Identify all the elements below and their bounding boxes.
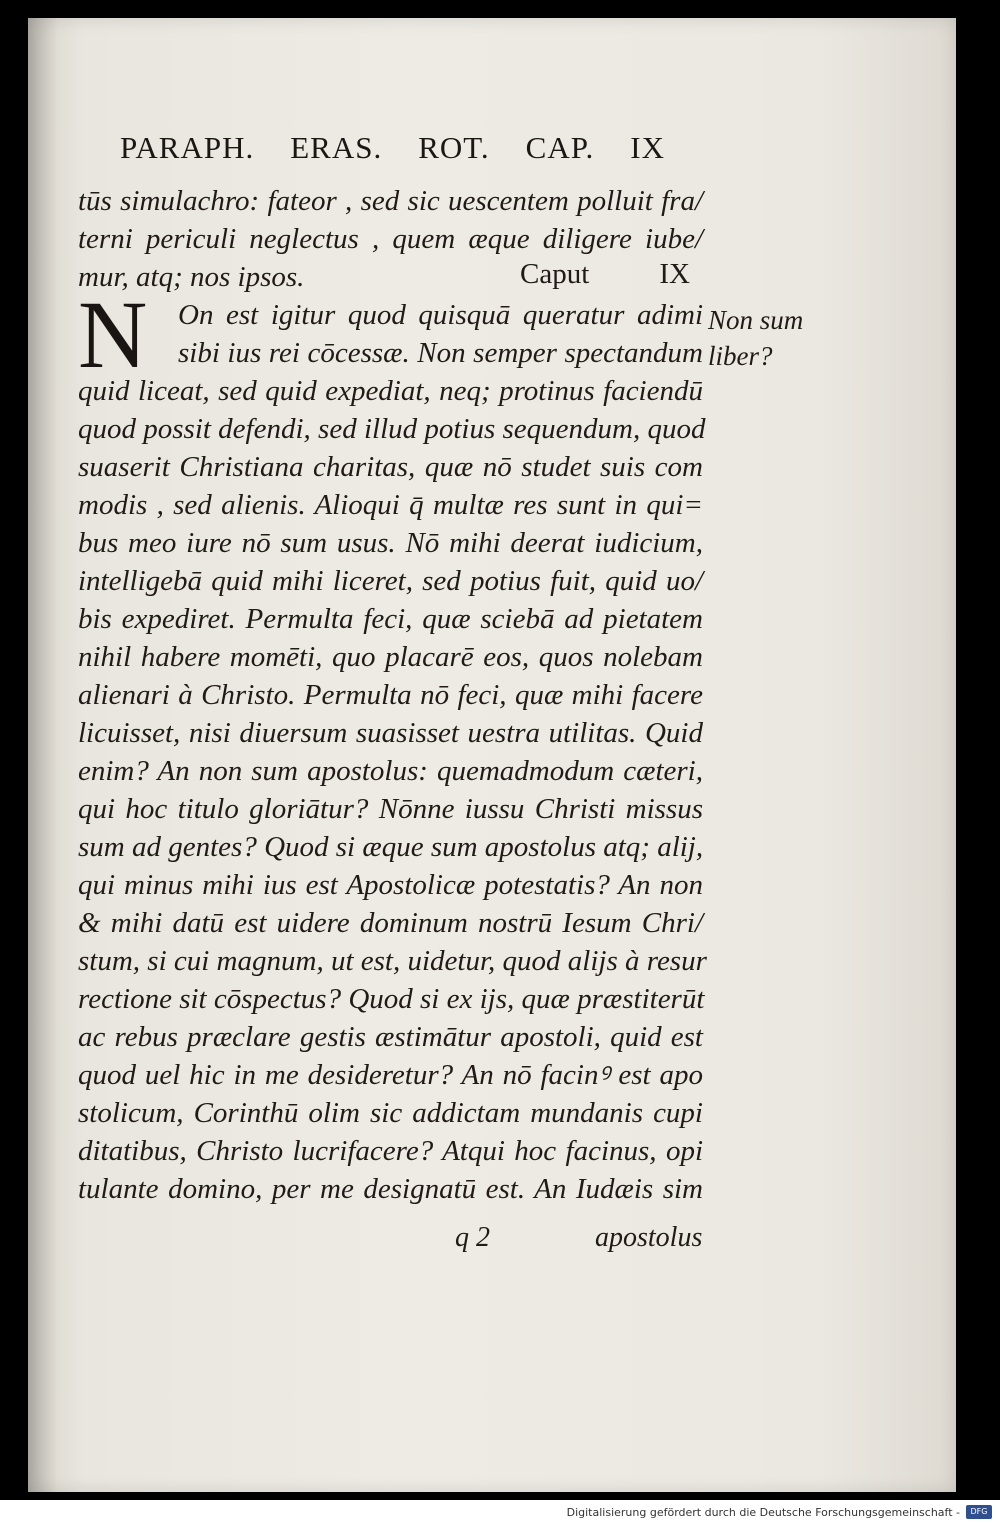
text-line: stolicum, Corinthū olim sic addictam mundanis cupi — [78, 1097, 703, 1129]
page-spine-shadow — [28, 18, 58, 1492]
funding-credit: Digitalisierung gefördert durch die Deutsche Forschungsgemeinschaft - — [566, 1506, 960, 1519]
catchword: apostolus — [595, 1222, 703, 1253]
text-line: bis expediret. Permulta feci, quæ sciebā ad pietatem — [78, 603, 703, 635]
text-line: ac rebus præclare gestis æstimātur apostoli, quid est — [78, 1021, 703, 1053]
text-line: rectione sit cōspectus? Quod si ex ijs, quæ præstiterūt — [78, 983, 705, 1015]
text-line: alienari à Christo. Permulta nō feci, quæ mihi facere — [78, 679, 703, 711]
chapter-heading — [520, 258, 690, 291]
text-line: tulante domino, per me designatū est. An Iudæis sim — [78, 1173, 703, 1205]
running-head-word: ROT. — [418, 130, 490, 165]
text-line: sum ad gentes? Quod si æque sum apostolus atq; alij, — [78, 831, 704, 863]
text-line: tūs simulachro: fateor , sed sic uescentem polluit fra/ — [78, 185, 703, 217]
footer-bar — [0, 1500, 1000, 1524]
text-line: & mihi datū est uidere dominum nostrū Iesum Chri/ — [78, 907, 703, 939]
marginal-note-line: Non sum — [708, 305, 804, 335]
text-line: quid liceat, sed quid expediat, neq; protinus faciendū — [78, 375, 703, 407]
text-line: bus meo iure nō sum usus. Nō mihi deerat iudicium, — [78, 527, 703, 559]
running-head-chapter: IX — [630, 130, 665, 165]
dfg-logo-icon: DFG — [966, 1505, 992, 1519]
text-line: mur, atq; nos ipsos. — [78, 261, 305, 293]
drop-cap-initial: N — [78, 281, 148, 388]
running-head-word: PARAPH. — [120, 130, 255, 165]
text-line: stum, si cui magnum, ut est, uidetur, quod alijs à resur — [78, 945, 707, 977]
text-line: enim? An non sum apostolus: quemadmodum cæteri, — [78, 755, 703, 787]
text-line: sibi ius rei cōcessæ. Non semper spectandum — [178, 337, 703, 369]
text-line: ditatibus, Christo lucrifacere? Atqui hoc facinus, opi — [78, 1135, 703, 1167]
text-line: licuisset, nisi diuersum suasisset uestra utilitas. Quid — [78, 717, 703, 749]
caput-number: IX — [659, 258, 690, 290]
text-line: qui minus mihi ius est Apostolicæ potestatis? An non — [78, 869, 703, 901]
text-line: On est igitur quod quisquā queratur adimi — [178, 299, 703, 331]
caput-label: Caput — [520, 258, 590, 290]
text-line: intelligebā quid mihi liceret, sed potius fuit, quid uo/ — [78, 565, 703, 597]
signature-mark: q 2 — [455, 1222, 490, 1253]
text-line: terni periculi neglectus , quem æque diligere iube/ — [78, 223, 703, 255]
marginal-note-line: liber? — [708, 341, 773, 371]
text-line: modis , sed alienis. Alioqui q̄ multæ res sunt in qui= — [78, 489, 703, 521]
text-line: suaserit Christiana charitas, quæ nō studet suis com — [78, 451, 703, 483]
running-head — [120, 130, 665, 166]
text-line: quod possit defendi, sed illud potius sequendum, quod — [78, 413, 706, 445]
marginal-note — [708, 302, 828, 374]
text-line: quod uel hic in me desideretur? An nō facinꝰ est apo — [78, 1059, 703, 1091]
text-line: nihil habere momēti, quo placarē eos, quos nolebam — [78, 641, 703, 673]
text-line: qui hoc titulo gloriātur? Nōnne iussu Christi missus — [78, 793, 703, 825]
running-head-word: CAP. — [525, 130, 595, 165]
running-head-word: ERAS. — [290, 130, 383, 165]
